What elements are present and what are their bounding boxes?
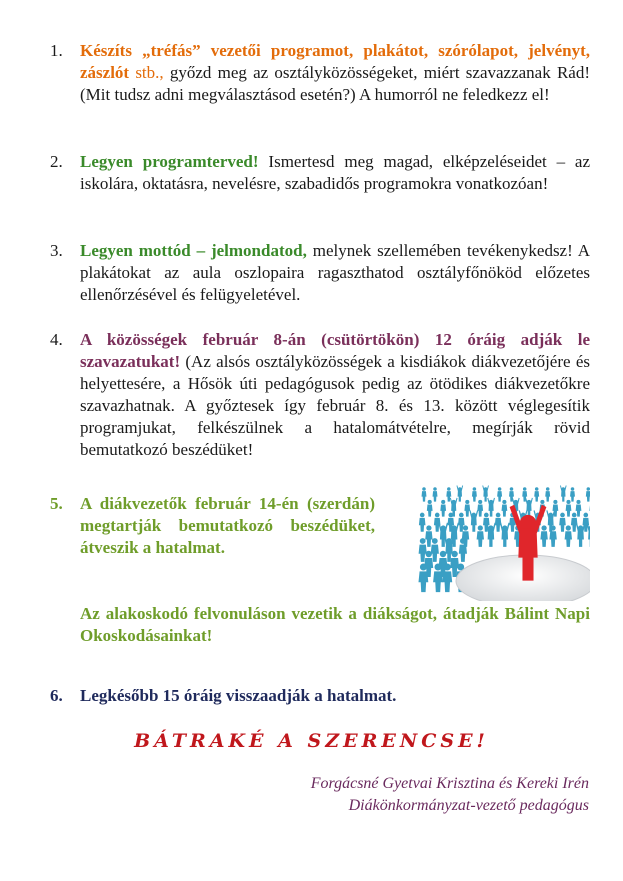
crowd-person: [534, 487, 539, 501]
list-item-4: [50, 329, 590, 461]
item-text: győzd meg az osztályközösségeket, miért szavazzanak Rád! (Mit tudsz adni megválasztásod esetén?) A humorról ne feledkezz el!: [80, 63, 590, 104]
list-item-2: [50, 151, 590, 195]
item-highlight: A diákvezetők február 14-én (szerdán) megtartják bemutatkozó beszédüket, átveszik a hatalmat.: [80, 494, 375, 557]
crowd-person: [422, 487, 427, 501]
crowd-person: [565, 525, 572, 546]
crowd-person: [427, 500, 433, 517]
slogan-banner: BÁTRAKÉ A SZERENCSE!: [134, 730, 489, 752]
crowd-person: [497, 487, 502, 501]
item-text: (Az alsós osztályközösségek a kisdiákok diákvezetőjére és helyettesére, a Hősök úti pedagógusok pedig az ötödikes diákvezetőkre szavazhatnak. A győztesek így február 8. és 13. között véglegesítik programjukat, felkészülnek a hatalomátvételre, megírják rövid bemutatkozó beszédüket!: [80, 352, 590, 459]
crowd-person: [570, 487, 575, 501]
item-highlight: Legkésőbb 15 óráig visszaadják a hatalmat.: [80, 686, 397, 705]
item-highlight: Készíts „tréfás” vezetői programot, plakátot, szórólapot, jelvényt, zászlót: [80, 41, 590, 82]
signature-names: Forgácsné Gyetvai Krisztina és Kereki Irén: [310, 775, 589, 792]
crowd-person: [486, 523, 496, 547]
crowd-person: [500, 523, 510, 547]
signature-role: Diákönkormányzat-vezető pedagógus: [348, 797, 589, 814]
crowd-person: [477, 525, 484, 546]
item-number: 3.: [50, 241, 63, 260]
crowd-person: [425, 525, 432, 546]
item-number: 2.: [50, 152, 63, 171]
item-number: 1.: [50, 41, 63, 60]
crowd-person: [559, 513, 566, 532]
crowd-person: [586, 487, 590, 501]
crowd-person: [589, 500, 590, 517]
list-item-3: [50, 240, 590, 306]
crowd-person: [545, 487, 550, 501]
crowd-person: [472, 487, 477, 501]
crowd-person: [576, 500, 582, 517]
crowd-person: [457, 485, 464, 501]
item-text: melynek szellemében tevékenykedsz! A plakátokat az aula oszlopaira ragaszthatod osztályfőnököd előzetes ellenőrzésével és felügyeletével.: [80, 241, 590, 304]
item-number: 5.: [50, 494, 63, 513]
crowd-person: [477, 500, 483, 517]
crowd-leader-illustration: [418, 481, 590, 601]
crowd-person: [434, 513, 441, 532]
item-highlight: Az alakoskodó felvonuláson vezetik a diákságot, átadják Bálint Napi Okoskodásainkat!: [80, 604, 590, 645]
crowd-person: [464, 500, 470, 517]
crowd-person: [576, 523, 586, 547]
crowd-person: [566, 500, 572, 517]
item-number: 4.: [50, 330, 63, 349]
item-abbrev: stb.,: [135, 63, 164, 82]
list-item-6: [50, 685, 590, 707]
crowd-person: [502, 500, 508, 517]
crowd-person: [433, 487, 438, 501]
item-number: 6.: [50, 686, 63, 705]
crowd-person: [440, 500, 446, 517]
crowd-person: [495, 513, 502, 532]
item-highlight: A közösségek február 8-án (csütörtökön) 12 óráig adják le szavazatukat!: [80, 330, 590, 371]
crowd-person: [540, 525, 547, 546]
item-text: Ismertesd meg magad, elképzeléseidet – az iskolára, oktatásra, nevelésre, szabadidős programokra vonatkozóan!: [80, 152, 591, 193]
item-highlight: Legyen programterved!: [80, 152, 259, 171]
crowd-person: [571, 513, 578, 532]
crowd-person: [487, 498, 495, 517]
crowd-person: [444, 535, 455, 562]
item-highlight: Legyen mottód – jelmondatod,: [80, 241, 307, 260]
list-item-5-continued: [50, 603, 590, 647]
crowd-person: [469, 510, 478, 532]
list-item-1: [50, 40, 590, 106]
crowd-person: [419, 513, 426, 532]
crowd-person: [560, 485, 567, 501]
